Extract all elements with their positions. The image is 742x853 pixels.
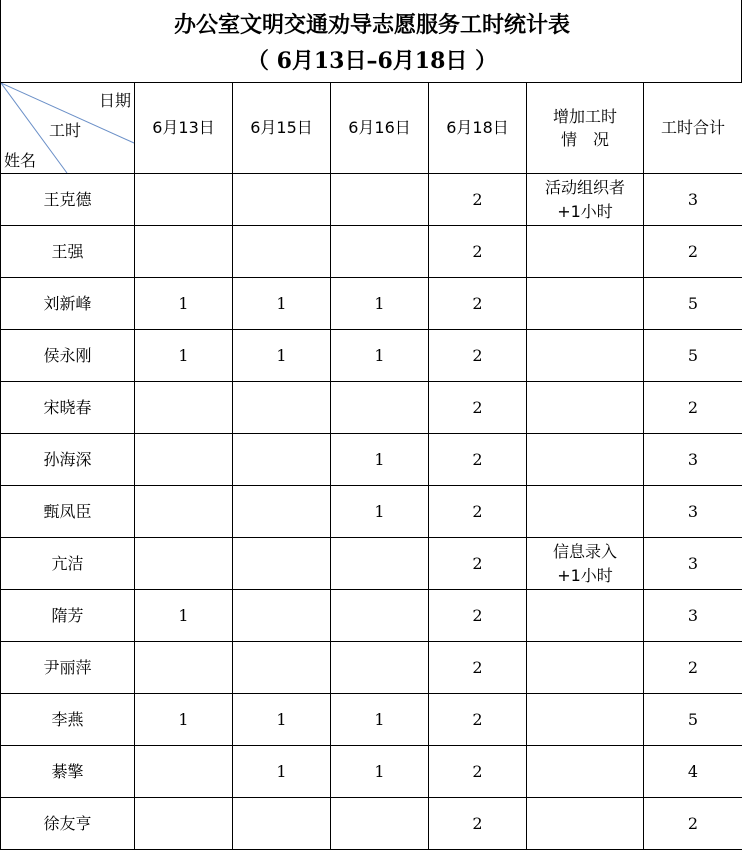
hours-6-18-cell: 2 [429,746,527,798]
hours-6-16-cell [331,642,429,694]
hours-6-18-cell: 2 [429,798,527,850]
hours-6-16-cell [331,226,429,278]
table-row [1,434,742,486]
hours-6-13-cell [135,538,233,590]
hours-6-13-cell: 1 [135,278,233,330]
hours-6-18-cell: 2 [429,590,527,642]
volunteer-name-cell: 李燕 [1,694,135,746]
extra-hours-cell [527,538,644,590]
hours-6-13-cell [135,434,233,486]
header-total: 工时合计 [644,83,742,174]
date-range-subtitle: （ 6月13日–6月18日 ） [246,48,498,74]
hours-6-15-cell [233,538,331,590]
extra-hours-cell [527,694,644,746]
hours-6-18-cell: 2 [429,538,527,590]
header-date-2: 6月15日 [233,83,331,174]
volunteer-name-cell: 尹丽萍 [1,642,135,694]
hours-6-15-cell: 1 [233,746,331,798]
hours-6-13-cell: 1 [135,694,233,746]
total-hours-cell: 5 [644,278,742,330]
table-row [1,174,742,226]
total-hours-cell: 4 [644,746,742,798]
hours-6-18-cell: 2 [429,278,527,330]
hours-6-16-cell [331,538,429,590]
volunteer-name-cell: 刘新峰 [1,278,135,330]
extra-hours-cell [527,590,644,642]
hours-6-18-cell: 2 [429,642,527,694]
hours-6-18-cell: 2 [429,330,527,382]
table-row [1,590,742,642]
hours-6-15-cell: 1 [233,278,331,330]
hours-6-15-cell [233,486,331,538]
hours-6-15-cell [233,642,331,694]
extra-hours-cell [527,642,644,694]
header-extra-line1: 增加工时 [552,106,617,126]
total-hours-cell: 5 [644,330,742,382]
table-row [1,226,742,278]
hours-6-18-cell: 2 [429,434,527,486]
header-row [1,83,742,174]
total-hours-cell: 3 [644,174,742,226]
extra-hours-amount: +1小时 [557,201,613,221]
hours-6-13-cell [135,642,233,694]
hours-6-13-cell [135,798,233,850]
table-row [1,746,742,798]
hours-6-15-cell: 1 [233,330,331,382]
volunteer-name-cell: 王强 [1,226,135,278]
volunteer-name-cell: 王克德 [1,174,135,226]
table-row [1,694,742,746]
hours-6-13-cell [135,486,233,538]
extra-hours-cell [527,746,644,798]
table-row [1,278,742,330]
header-date-4: 6月18日 [429,83,527,174]
hours-6-16-cell [331,798,429,850]
hours-6-16-cell [331,382,429,434]
table-row [1,798,742,850]
hours-6-15-cell [233,226,331,278]
hours-6-15-cell [233,382,331,434]
hours-6-16-cell: 1 [331,746,429,798]
header-extra-hours [527,83,644,174]
volunteer-name-cell: 亢洁 [1,538,135,590]
header-date-3: 6月16日 [331,83,429,174]
title-block [0,0,742,82]
hours-6-13-cell [135,746,233,798]
total-hours-cell: 3 [644,434,742,486]
corner-hours-label: 工时 [49,121,82,140]
table-row [1,486,742,538]
hours-6-13-cell [135,382,233,434]
total-hours-cell: 2 [644,226,742,278]
corner-name-label: 姓名 [4,151,37,170]
hours-6-13-cell [135,226,233,278]
hours-6-15-cell [233,434,331,486]
extra-hours-cell [527,330,644,382]
hours-6-16-cell: 1 [331,434,429,486]
hours-6-15-cell: 1 [233,694,331,746]
hours-6-18-cell: 2 [429,226,527,278]
header-extra-line2: 情 况 [560,130,609,149]
hours-6-13-cell: 1 [135,590,233,642]
hours-6-16-cell [331,174,429,226]
extra-hours-cell [527,278,644,330]
hours-6-15-cell [233,174,331,226]
extra-hours-reason: 活动组织者 [544,178,625,198]
hours-6-16-cell [331,590,429,642]
hours-6-18-cell: 2 [429,486,527,538]
table-row [1,330,742,382]
hours-6-15-cell [233,798,331,850]
extra-hours-cell [527,226,644,278]
hours-6-13-cell: 1 [135,330,233,382]
hours-6-13-cell [135,174,233,226]
hours-6-16-cell: 1 [331,278,429,330]
volunteer-name-cell: 綦擎 [1,746,135,798]
hours-6-16-cell: 1 [331,694,429,746]
hours-6-18-cell: 2 [429,382,527,434]
page-title: 办公室文明交通劝导志愿服务工时统计表 [173,12,570,38]
extra-hours-amount: +1小时 [557,565,613,585]
corner-header-cell [1,83,135,174]
total-hours-cell: 2 [644,642,742,694]
hours-6-18-cell: 2 [429,174,527,226]
hours-6-16-cell: 1 [331,330,429,382]
extra-hours-cell [527,174,644,226]
hours-table [0,82,742,850]
total-hours-cell: 2 [644,798,742,850]
volunteer-name-cell: 徐友亨 [1,798,135,850]
extra-hours-reason: 信息录入 [552,542,617,562]
header-date-1: 6月13日 [135,83,233,174]
total-hours-cell: 3 [644,590,742,642]
extra-hours-cell [527,434,644,486]
hours-6-16-cell: 1 [331,486,429,538]
extra-hours-cell [527,382,644,434]
total-hours-cell: 5 [644,694,742,746]
extra-hours-cell [527,486,644,538]
hours-6-15-cell [233,590,331,642]
volunteer-name-cell: 宋晓春 [1,382,135,434]
table-row [1,538,742,590]
table-row [1,382,742,434]
total-hours-cell: 3 [644,486,742,538]
volunteer-name-cell: 侯永刚 [1,330,135,382]
volunteer-name-cell: 隋芳 [1,590,135,642]
volunteer-name-cell: 甄凤臣 [1,486,135,538]
table-row [1,642,742,694]
volunteer-name-cell: 孙海深 [1,434,135,486]
total-hours-cell: 3 [644,538,742,590]
hours-6-18-cell: 2 [429,694,527,746]
corner-date-label: 日期 [98,91,131,110]
extra-hours-cell [527,798,644,850]
total-hours-cell: 2 [644,382,742,434]
